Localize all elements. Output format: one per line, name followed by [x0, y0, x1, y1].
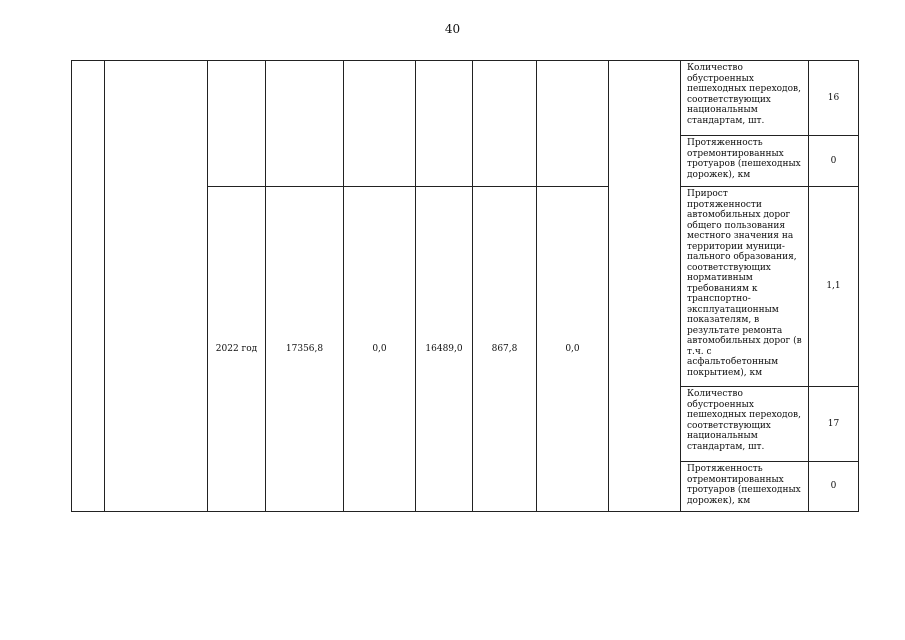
indicator-value: 16	[809, 61, 859, 136]
table-cell-empty	[105, 61, 208, 512]
table-row	[72, 61, 859, 136]
value-cell: 16489,0	[416, 187, 473, 512]
table-cell-empty	[208, 61, 266, 187]
table-cell-empty	[266, 61, 344, 187]
table-cell-empty	[473, 61, 537, 187]
indicator-value: 0	[809, 136, 859, 187]
indicator-value: 1,1	[809, 187, 859, 387]
table-cell-empty	[72, 61, 105, 512]
value-cell: 0,0	[344, 187, 416, 512]
program-table	[71, 60, 859, 512]
indicator-value: 0	[809, 462, 859, 512]
value-cell: 0,0	[537, 187, 609, 512]
indicator-name: Количество обустроенных пешеходных переходов, соответствующих национальным стандартам, шт.	[681, 61, 809, 136]
indicator-name: Количество обустроенных пешеходных переходов, соответствующих национальным стандартам, шт.	[681, 387, 809, 462]
indicator-name: Протяженность отремонтированных тротуаров (пешеходных дорожек), км	[681, 136, 809, 187]
table-cell-empty	[416, 61, 473, 187]
indicator-name: Протяженность отремонтированных тротуаров (пешеходных дорожек), км	[681, 462, 809, 512]
table-cell-empty	[344, 61, 416, 187]
value-cell: 867,8	[473, 187, 537, 512]
indicator-value: 17	[809, 387, 859, 462]
table-cell-empty	[537, 61, 609, 187]
year-cell: 2022 год	[208, 187, 266, 512]
total-cell: 17356,8	[266, 187, 344, 512]
table-cell-empty	[609, 61, 681, 512]
indicator-name: Прирост протяженности автомобильных дорог общего пользования местного значения на территории муници-пального образования, соответствующих нормативным требованиям к транспортно-эксплуатационным показателям, в результате ремонта автомобильных дорог (в т.ч. с асфальтобетонным покрытием), км	[681, 187, 809, 387]
page-number: 40	[444, 22, 461, 36]
